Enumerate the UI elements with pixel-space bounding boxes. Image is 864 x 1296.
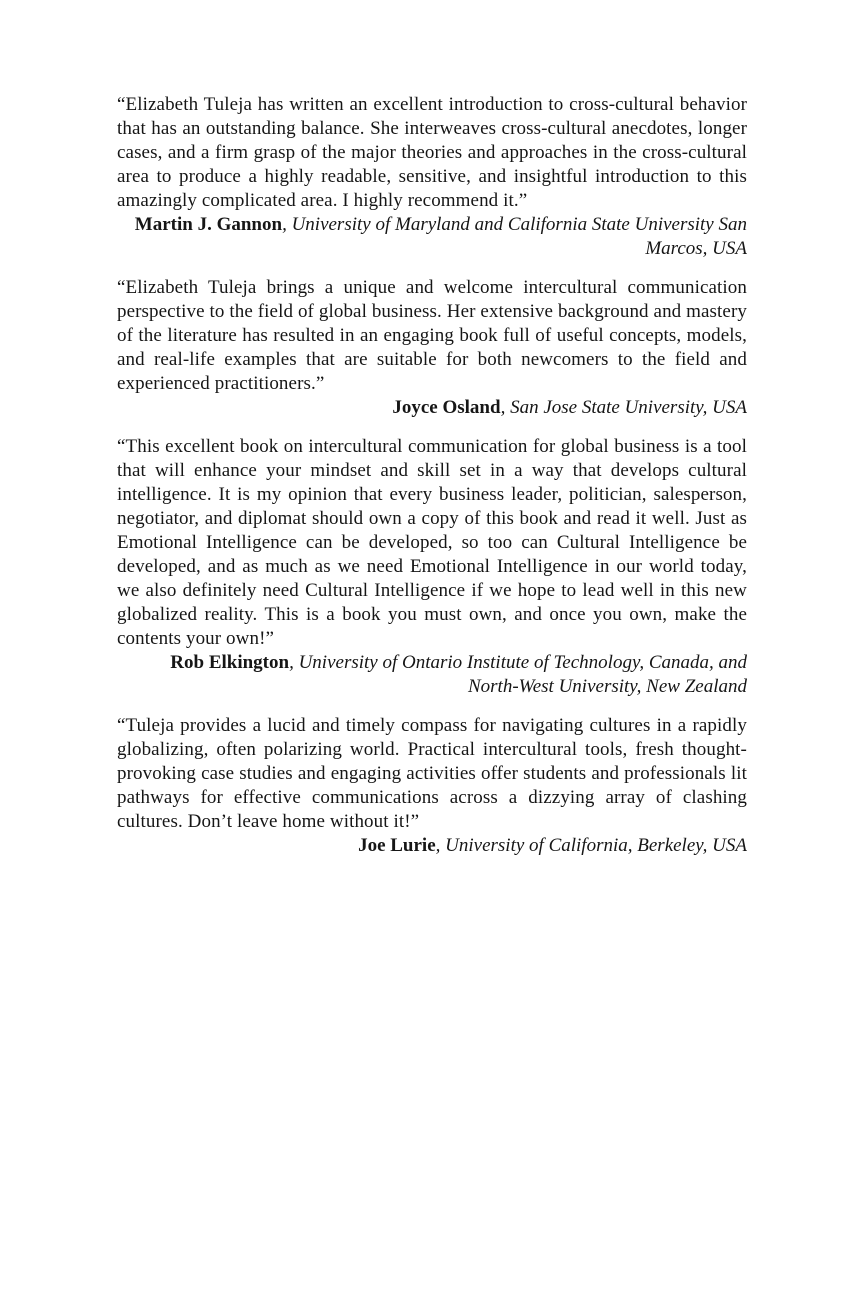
endorsement-block-2 [117,276,747,420]
endorsement-quote: “Elizabeth Tuleja has written an excellent introduction to cross-cultural behavior that has an outstanding balance. She interweaves cross-cultural anecdotes, longer cases, and a firm grasp of the major theories and approaches in the cross-cultural area to produce a highly readable, sensitive, and insightful introduction to this amazingly complicated area. I highly recommend it.” [117,94,747,211]
praise-page [117,93,747,873]
endorsement-attribution [117,834,747,858]
endorsement-quote: “This excellent book on intercultural communication for global business is a tool that will enhance your mindset and skill set in a way that develops cultural intelligence. It is my opinion that every business leader, politician, salesperson, negotiator, and diplomat should own a copy of this book and read it well. Just as Emotional Intelligence can be developed, so too can Cultural Intelligence be developed, and as much as we need Emotional Intelligence in our world today, we also definitely need Cultural Intelligence if we hope to lead well in this new globalized reality. This is a book you must own, and once you own, make the contents your own!” [117,436,747,649]
endorsement-quote: “Tuleja provides a lucid and timely compass for navigating cultures in a rapidly globalizing, often polarizing world. Practical intercultural tools, fresh thought-provoking case studies and engaging activities offer students and professionals lit pathways for effective communications across a dizzying array of clashing cultures. Don’t leave home without it!” [117,715,747,832]
endorser-name: Rob Elkington [170,652,290,673]
endorser-name: Martin J. Gannon [134,214,283,235]
endorsement-quote: “Elizabeth Tuleja brings a unique and welcome intercultural communication perspective to the field of global business. Her extensive background and mastery of the literature has resulted in an engaging book full of useful concepts, models, and real-life examples that are suitable for both newcomers to the field and experienced practitioners.” [117,277,747,394]
endorsement-attribution [117,651,747,699]
endorsement-block-4 [117,714,747,858]
endorser-affiliation: , University of California, Berkeley, USA [435,835,747,856]
endorsement-block-1 [117,93,747,261]
endorser-affiliation: , University of Ontario Institute of Technology, Canada, and North-West University, New Zealand [289,652,747,697]
endorser-name: Joe Lurie [358,835,436,856]
endorsement-attribution [117,396,747,420]
endorser-affiliation: , San Jose State University, USA [500,397,747,418]
endorsement-block-3 [117,435,747,699]
endorser-affiliation: , University of Maryland and California State University San Marcos, USA [282,214,747,259]
endorser-name: Joyce Osland [392,397,501,418]
endorsement-attribution [117,213,747,261]
